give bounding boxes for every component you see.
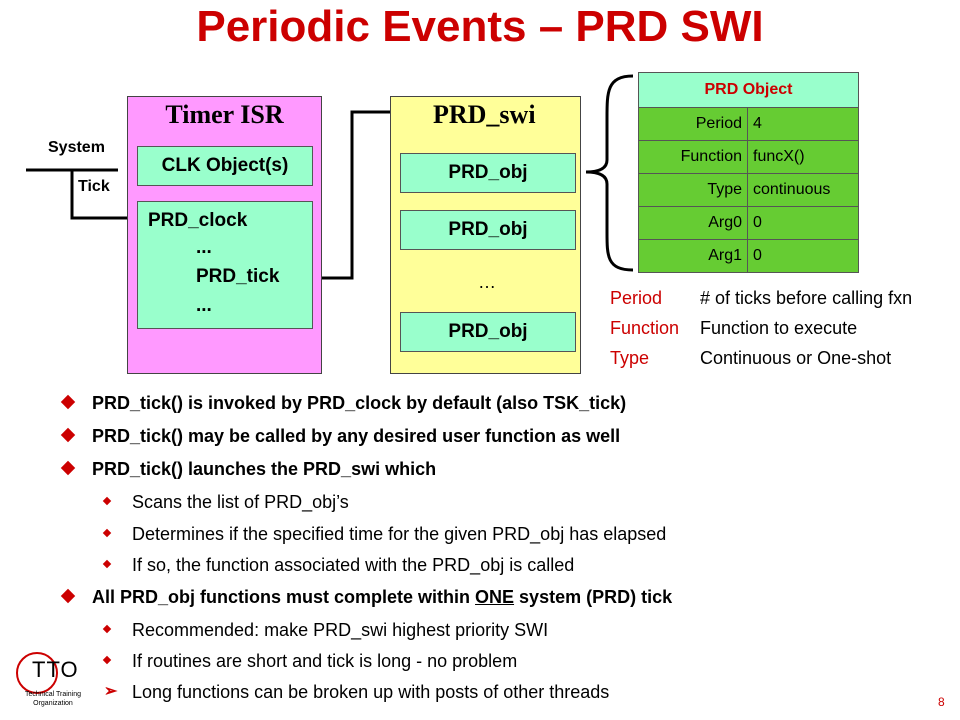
bullet-text: PRD_tick() launches the PRD_swi which <box>92 459 437 479</box>
legend-item <box>610 348 891 369</box>
prd-clock-ellipsis-end: ... <box>196 295 212 316</box>
tick-label: Tick <box>78 178 110 195</box>
table-key: Period <box>639 108 748 141</box>
bullet-text: Determines if the specified time for the given PRD_obj has elapsed <box>132 524 667 544</box>
table-value: 0 <box>748 240 859 273</box>
bullet-text <box>92 587 672 608</box>
table-key: Arg0 <box>639 207 748 240</box>
arrow-bullet-icon: ➢ <box>104 683 118 700</box>
legend-item <box>610 318 857 339</box>
prd-obj-box: PRD_obj <box>400 153 576 193</box>
bullet-text-underlined: ONE <box>475 587 515 607</box>
bullet-text-part: All PRD_obj functions must complete within <box>92 587 476 607</box>
prd-object-header: PRD Object <box>639 73 859 108</box>
legend-item <box>610 288 912 309</box>
prd-tick-to-swi-line <box>314 112 395 278</box>
prd-object-table <box>638 72 859 273</box>
legend-desc: Continuous or One-shot <box>700 348 892 368</box>
table-row <box>639 240 859 273</box>
tto-logo <box>10 650 94 712</box>
bullet-text: PRD_tick() is invoked by PRD_clock by default (also TSK_tick) <box>92 393 627 413</box>
legend-desc: Function to execute <box>700 318 858 338</box>
table-key: Type <box>639 174 748 207</box>
table-key: Function <box>639 141 748 174</box>
bullet-text: If so, the function associated with the PRD_obj is called <box>132 555 575 575</box>
prd-clock-ellipsis: ... <box>196 237 212 258</box>
table-row <box>639 141 859 174</box>
page-title: Periodic Events – PRD SWI <box>196 2 764 51</box>
table-value: 0 <box>748 207 859 240</box>
system-label: System <box>48 139 105 156</box>
table-row <box>639 174 859 207</box>
logo-text: TTO <box>32 657 79 682</box>
prd-swi-title: PRD_swi <box>433 100 536 129</box>
page-number: 8 <box>938 695 945 709</box>
prd-clock-line: PRD_clock <box>148 210 248 231</box>
logo-subtitle-line: Technical Training <box>24 691 82 698</box>
bullet-text: Scans the list of PRD_obj’s <box>132 492 349 512</box>
bullet-text: Recommended: make PRD_swi highest priority SWI <box>132 620 549 640</box>
prd-obj-box: PRD_obj <box>400 312 576 352</box>
table-row <box>639 207 859 240</box>
prd-tick-line: PRD_tick <box>196 266 280 287</box>
legend-term: Function <box>610 318 680 338</box>
table-key: Arg1 <box>639 240 748 273</box>
logo-subtitle <box>18 690 88 708</box>
legend-term: Type <box>610 348 650 368</box>
prd-clock-box <box>137 201 313 329</box>
table-value: 4 <box>748 108 859 141</box>
bullet-text: Long functions can be broken up with posts of other threads <box>132 682 610 702</box>
brace <box>586 76 633 270</box>
legend-desc: # of ticks before calling fxn <box>700 288 913 308</box>
logo-subtitle-line: Organization <box>33 700 73 707</box>
timer-isr-title: Timer ISR <box>165 100 284 129</box>
clk-object-box: CLK Object(s) <box>137 146 313 186</box>
prd-obj-ellipsis: … <box>478 272 496 292</box>
table-value: funcX() <box>748 141 859 174</box>
legend-term: Period <box>610 288 663 308</box>
bullet-text: PRD_tick() may be called by any desired user function as well <box>92 426 621 446</box>
table-row <box>639 108 859 141</box>
bullet-text-part: system (PRD) tick <box>514 587 673 607</box>
table-value: continuous <box>748 174 859 207</box>
prd-obj-box: PRD_obj <box>400 210 576 250</box>
bullet-text: If routines are short and tick is long - no problem <box>132 651 518 671</box>
